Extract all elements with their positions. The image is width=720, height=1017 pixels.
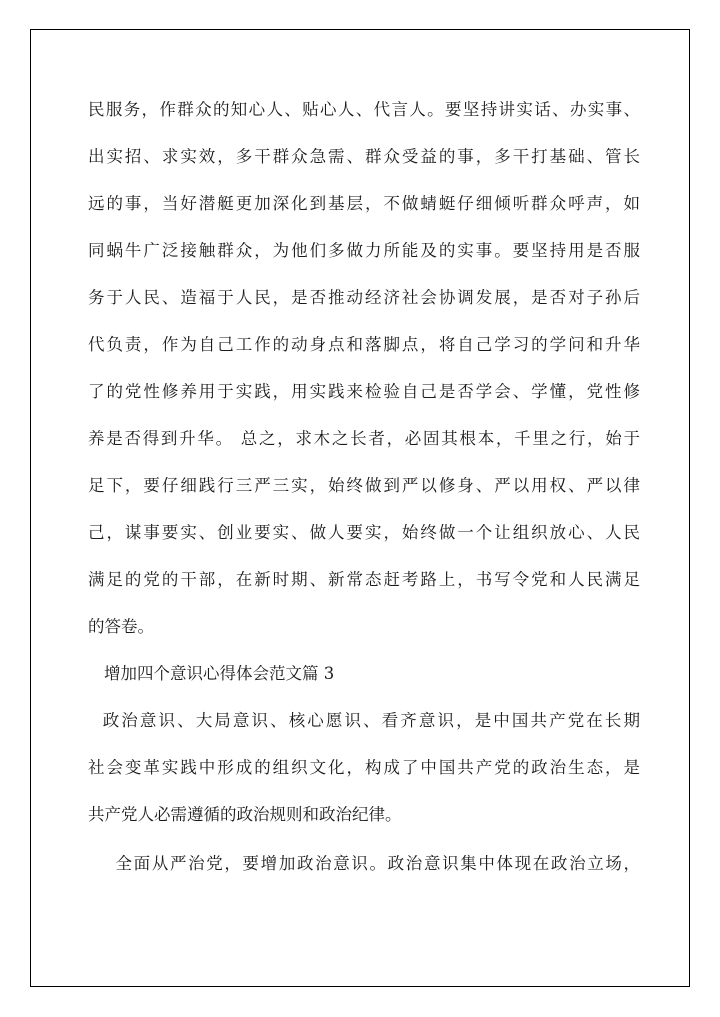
text-line: 全面从严治党，要增加政治意识。政治意识集中体现在政治立场， xyxy=(88,854,640,873)
text-line: 养是否得到升华。 总之，求木之长者，必固其根本，千里之行，始于 xyxy=(88,429,640,448)
text-line: 务于人民、造福于人民，是否推动经济社会协调发展，是否对子孙后 xyxy=(88,288,640,307)
text-line: 出实招、求实效，多干群众急需、群众受益的事，多干打基础、管长 xyxy=(88,147,640,166)
text-line: 的答卷。 xyxy=(88,617,154,636)
text-line: 政治意识、大局意识、核心愿识、看齐意识，是中国共产党在长期 xyxy=(88,711,640,730)
text-line: 远的事，当好潜艇更加深化到基层，不做蜻蜓仔细倾听群众呼声，如 xyxy=(88,194,640,213)
text-line: 社会变革实践中形成的组织文化，构成了中国共产党的政治生态，是 xyxy=(88,758,640,777)
text-line: 足下，要仔细践行三严三实，始终做到严以修身、严以用权、严以律 xyxy=(88,476,640,495)
text-line: 代负责，作为自己工作的动身点和落脚点，将自己学习的学问和升华 xyxy=(88,335,640,354)
text-line: 民服务，作群众的知心人、贴心人、代言人。要坚持讲实话、办实事、 xyxy=(88,100,640,119)
text-line: 满足的党的干部，在新时期、新常态赶考路上，书写令党和人民满足 xyxy=(88,570,640,589)
text-line: 了的党性修养用于实践，用实践来检验自己是否学会、学懂，党性修 xyxy=(88,382,640,401)
page-border xyxy=(30,29,690,987)
section-heading: 增加四个意识心得体会范文篇 3 xyxy=(104,664,335,683)
text-line: 共产党人必需遵循的政治规则和政治纪律。 xyxy=(88,805,402,824)
text-line: 己，谋事要实、创业要实、做人要实，始终做一个让组织放心、人民 xyxy=(88,523,640,542)
text-line: 同蜗牛广泛接触群众，为他们多做力所能及的实事。要坚持用是否服 xyxy=(88,241,640,260)
